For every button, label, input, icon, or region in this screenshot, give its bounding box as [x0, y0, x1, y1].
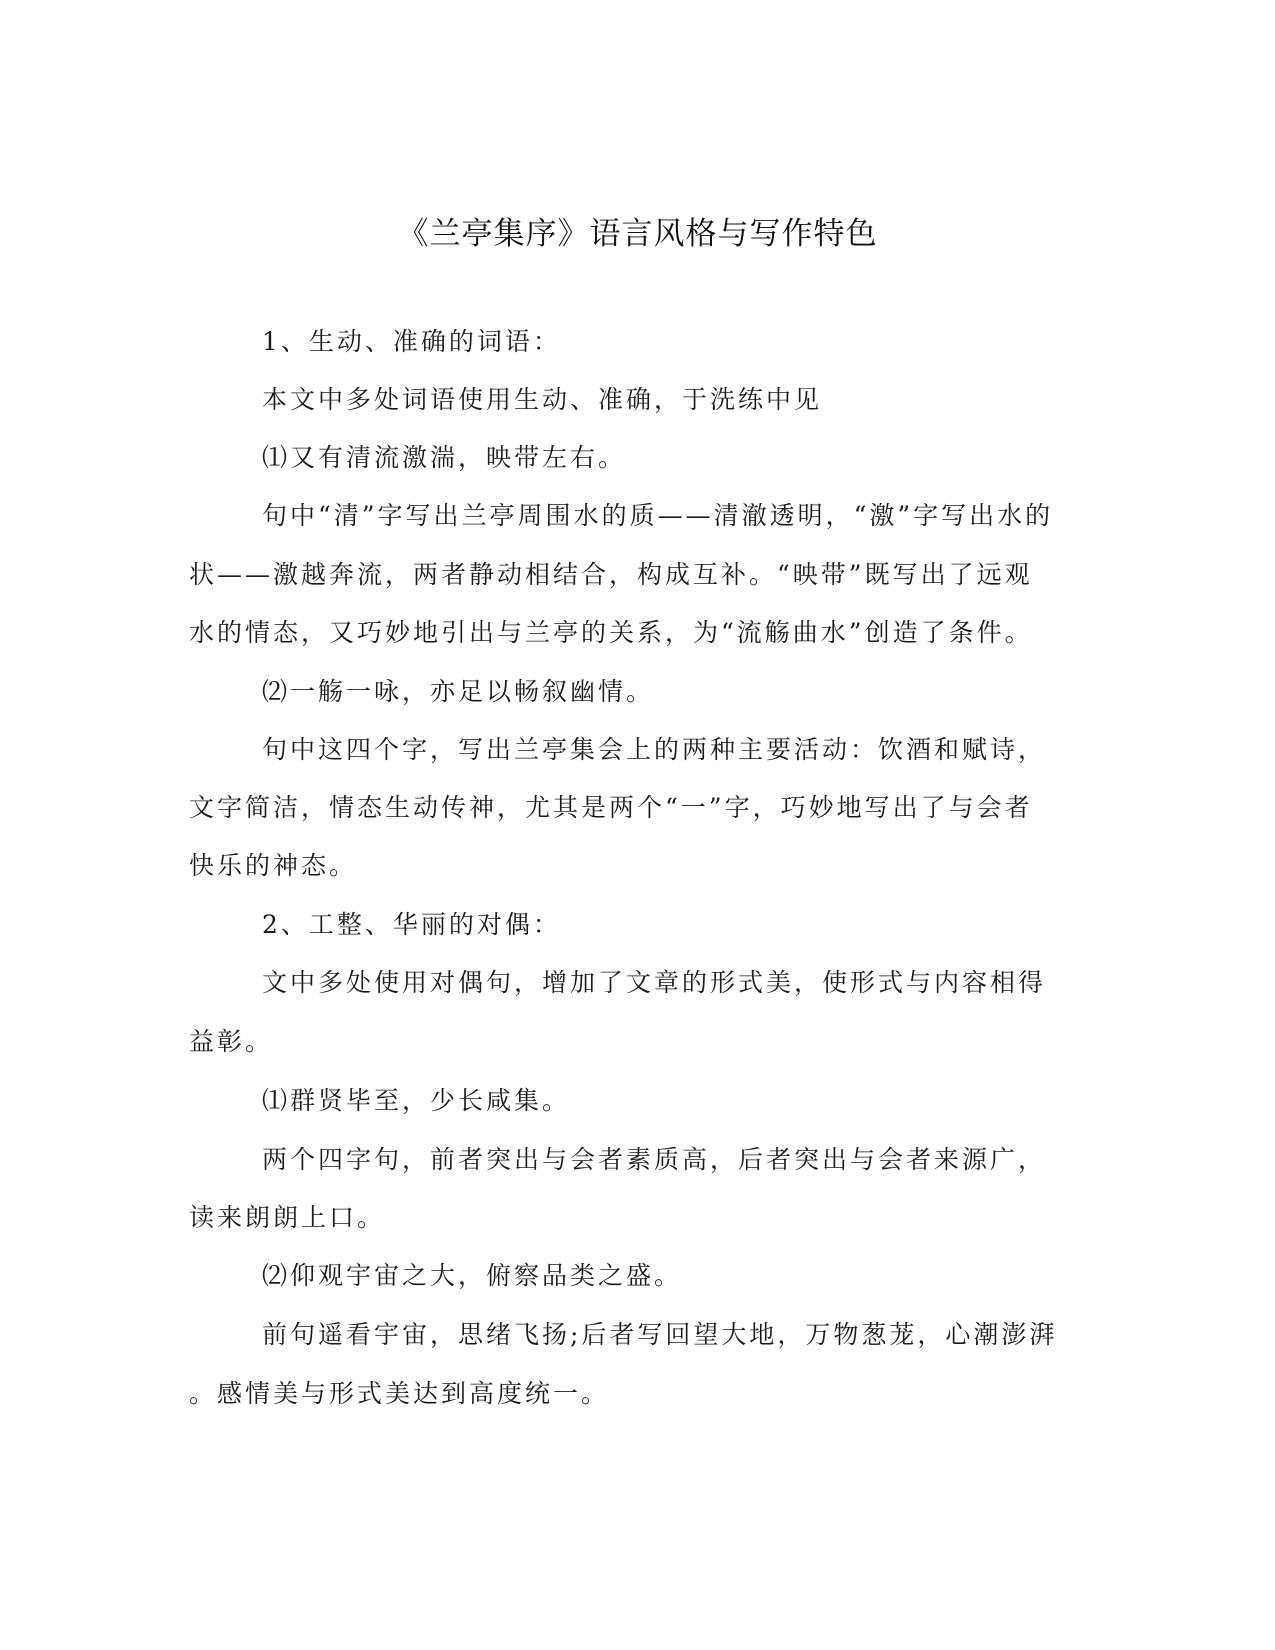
- example-sentence-1: ⑴又有清流激湍，映带左右。: [262, 443, 627, 472]
- document-title: 《兰亭集序》语言风格与写作特色: [397, 216, 878, 252]
- paragraph-line: 读来朗朗上口。: [189, 1203, 386, 1232]
- paragraph-line: 本文中多处词语使用生动、准确，于洗练中见: [262, 385, 823, 414]
- paragraph-line: 前句遥看宇宙，思绪飞扬;后者写回望大地，万物葱茏，心潮澎湃: [262, 1320, 1058, 1349]
- paragraph-line: 水的情态，又巧妙地引出与兰亭的关系，为“流觞曲水”创造了条件。: [189, 618, 1033, 647]
- example-sentence-2: ⑵一觞一咏，亦足以畅叙幽情。: [262, 677, 655, 706]
- example-sentence-4: ⑵仰观宇宙之大，俯察品类之盛。: [262, 1261, 683, 1290]
- paragraph-line: 句中这四个字，写出兰亭集会上的两种主要活动：饮酒和赋诗，: [262, 735, 1047, 764]
- paragraph-line: 益彰。: [189, 1027, 274, 1056]
- paragraph-line: 快乐的神态。: [189, 851, 358, 880]
- section-heading-2: 2、工整、华丽的对偶：: [262, 910, 561, 939]
- paragraph-line: 两个四字句，前者突出与会者素质高，后者突出与会者来源广，: [262, 1145, 1047, 1174]
- paragraph-line: 状——激越奔流，两者静动相结合，构成互补。“映带”既写出了远观: [189, 560, 1033, 589]
- paragraph-line: 文中多处使用对偶句，增加了文章的形式美，使形式与内容相得: [262, 968, 1047, 997]
- paragraph-line: 文字简洁，情态生动传神，尤其是两个“一”字，巧妙地写出了与会者: [189, 793, 1033, 822]
- section-heading-1: 1、生动、准确的词语：: [262, 327, 561, 356]
- paragraph-line: 。感情美与形式美达到高度统一。: [189, 1379, 610, 1408]
- paragraph-line: 句中“清”字写出兰亭周围水的质——清澈透明，“激”字写出水的: [262, 501, 1054, 530]
- example-sentence-3: ⑴群贤毕至，少长咸集。: [262, 1086, 571, 1115]
